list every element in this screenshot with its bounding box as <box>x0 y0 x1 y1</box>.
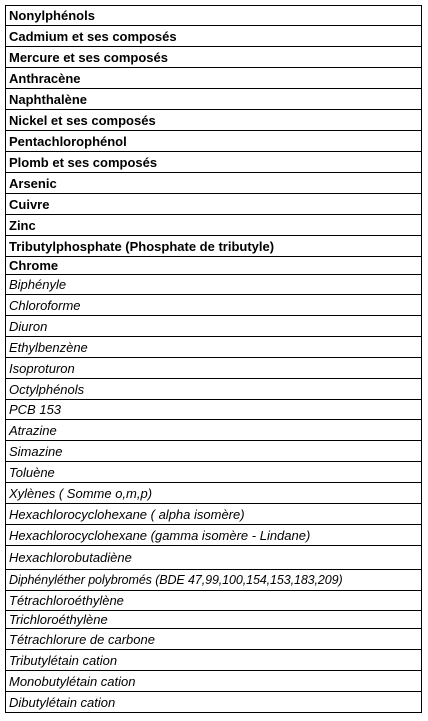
table-row <box>6 257 422 275</box>
table-row <box>6 504 422 525</box>
table-row <box>6 236 422 257</box>
table-row <box>6 110 422 131</box>
substance-name-cell: Atrazine <box>6 420 422 441</box>
table-row <box>6 152 422 173</box>
substance-name-cell: Naphthalène <box>6 89 422 110</box>
substance-name-cell: Plomb et ses composés <box>6 152 422 173</box>
table-row <box>6 194 422 215</box>
substance-name-cell: Cadmium et ses composés <box>6 26 422 47</box>
substance-name-cell: Tributylétain cation <box>6 650 422 671</box>
table-row <box>6 316 422 337</box>
substance-name-cell: Zinc <box>6 215 422 236</box>
substance-name-cell: Hexachlorocyclohexane (gamma isomère - Lindane) <box>6 525 422 546</box>
substance-name-cell: Hexachlorocyclohexane ( alpha isomère) <box>6 504 422 525</box>
table-row <box>6 47 422 68</box>
substance-name-cell: Tétrachlorure de carbone <box>6 629 422 650</box>
substance-name-cell: Nonylphénols <box>6 6 422 26</box>
substance-name-cell: Trichloroéthylène <box>6 611 422 629</box>
substance-name-cell: Tributylphosphate (Phosphate de tributyle) <box>6 236 422 257</box>
table-row <box>6 275 422 295</box>
substance-name-cell: Xylènes ( Somme o,m,p) <box>6 483 422 504</box>
substance-name-cell: Ethylbenzène <box>6 337 422 358</box>
substance-name-cell: PCB 153 <box>6 400 422 420</box>
substance-name-cell: Chrome <box>6 257 422 275</box>
substances-table-body <box>6 6 422 713</box>
substance-name-cell: Dibutylétain cation <box>6 692 422 713</box>
substance-name-cell: Monobutylétain cation <box>6 671 422 692</box>
table-row <box>6 26 422 47</box>
substance-name-cell: Mercure et ses composés <box>6 47 422 68</box>
substance-name-cell: Diphényléther polybromés (BDE 47,99,100,154,153,183,209) <box>6 570 422 591</box>
table-row <box>6 337 422 358</box>
table-row <box>6 692 422 713</box>
table-row <box>6 591 422 611</box>
table-row <box>6 570 422 591</box>
table-row <box>6 525 422 546</box>
table-row <box>6 215 422 236</box>
table-row <box>6 546 422 570</box>
substance-name-cell: Isoproturon <box>6 358 422 379</box>
table-row <box>6 131 422 152</box>
substance-name-cell: Chloroforme <box>6 295 422 316</box>
substance-name-cell: Cuivre <box>6 194 422 215</box>
table-row <box>6 629 422 650</box>
table-row <box>6 671 422 692</box>
substance-name-cell: Simazine <box>6 441 422 462</box>
substance-name-cell: Arsenic <box>6 173 422 194</box>
table-row <box>6 173 422 194</box>
table-row <box>6 6 422 26</box>
table-row <box>6 295 422 316</box>
table-row <box>6 379 422 400</box>
substance-name-cell: Nickel et ses composés <box>6 110 422 131</box>
substance-name-cell: Biphényle <box>6 275 422 295</box>
substance-name-cell: Toluène <box>6 462 422 483</box>
substance-name-cell: Anthracène <box>6 68 422 89</box>
table-row <box>6 650 422 671</box>
substance-name-cell: Tétrachloroéthylène <box>6 591 422 611</box>
substance-name-cell: Diuron <box>6 316 422 337</box>
table-row <box>6 420 422 441</box>
table-row <box>6 400 422 420</box>
substance-name-cell: Hexachlorobutadiène <box>6 546 422 570</box>
table-row <box>6 358 422 379</box>
table-row <box>6 441 422 462</box>
substance-name-cell: Octylphénols <box>6 379 422 400</box>
table-row <box>6 462 422 483</box>
substances-table-container <box>5 5 422 713</box>
substance-name-cell: Pentachlorophénol <box>6 131 422 152</box>
table-row <box>6 611 422 629</box>
table-row <box>6 483 422 504</box>
substances-table <box>5 5 422 713</box>
table-row <box>6 89 422 110</box>
table-row <box>6 68 422 89</box>
